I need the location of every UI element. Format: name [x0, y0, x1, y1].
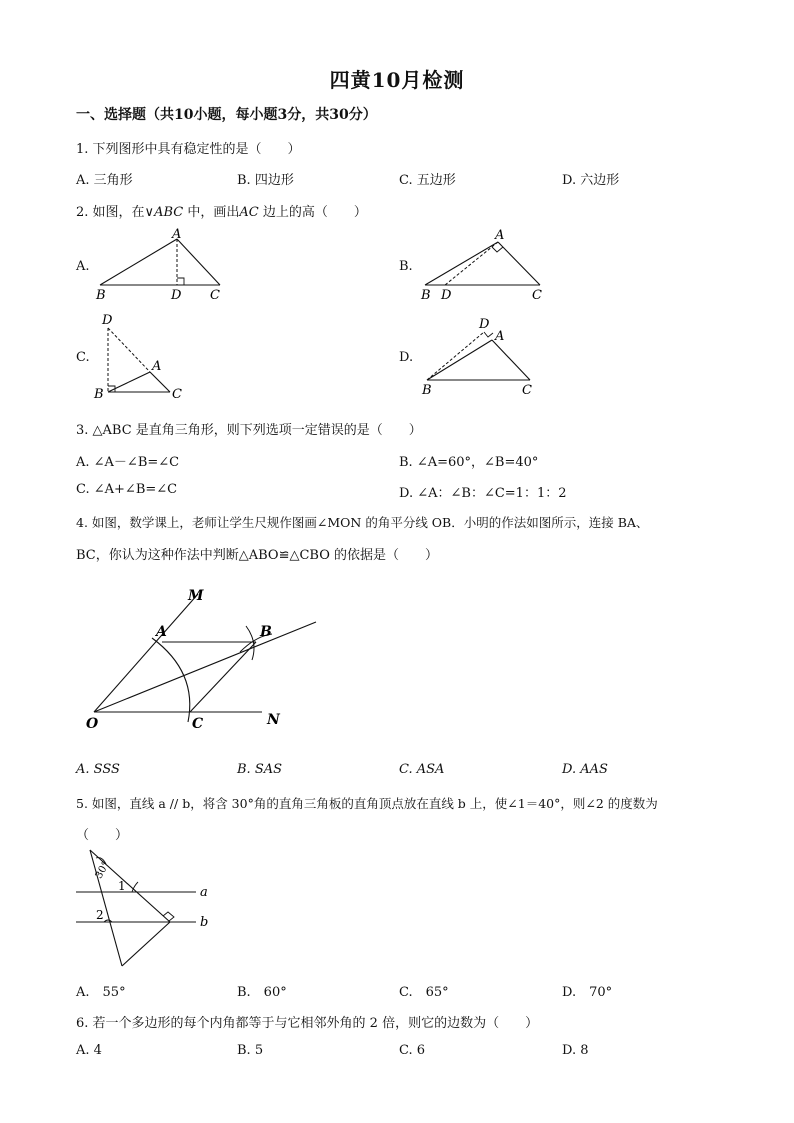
q5-label-1: 1 — [118, 879, 126, 893]
q2b-label-b: B — [421, 288, 431, 303]
q2b-label-c: C — [532, 288, 542, 303]
q3-option-b: B. ∠A=60°，∠B=40° — [399, 455, 539, 470]
q3-option-c: C. ∠A+∠B=∠C — [76, 482, 178, 497]
q2a-label-b: B — [96, 288, 106, 303]
q1-option-a: A. 三角形 — [76, 173, 133, 188]
q4-label-c: C — [192, 716, 204, 732]
q4-option-d: D. AAS — [562, 762, 608, 777]
q5-label-b: b — [200, 915, 209, 930]
q4-option-c: C. ASA — [399, 762, 445, 777]
q5-option-d: D. 70° — [562, 985, 613, 1000]
q2c-label-b: B — [94, 387, 104, 402]
q2-option-d: D. — [399, 350, 414, 365]
q5-label-a: a — [200, 885, 208, 900]
q6-option-b: B. 5 — [237, 1043, 264, 1058]
q2c-label-c: C — [172, 387, 182, 402]
q5-label-2: 2 — [96, 908, 104, 922]
q1-option-d: D. 六边形 — [562, 173, 620, 188]
q3-option-a: A. ∠A－∠B=∠C — [76, 455, 180, 470]
q2-option-a: A. — [76, 259, 90, 274]
q3-option-d: D. ∠A：∠B：∠C=1：1：2 — [399, 486, 567, 501]
q1-option-c: C. 五边形 — [399, 173, 456, 188]
q2-figure-b — [415, 225, 555, 305]
q4-option-b: B. SAS — [237, 762, 283, 777]
q2-figure-a — [90, 225, 230, 305]
q2a-label-c: C — [210, 288, 220, 303]
q2d-label-b: B — [422, 383, 432, 398]
q2a-label-a: A — [172, 227, 182, 242]
q2-stem-var-abc: ABC — [154, 205, 184, 220]
q2-figure-c — [88, 308, 208, 404]
q2d-label-c: C — [522, 383, 532, 398]
question-2-stem — [76, 201, 367, 220]
question-6-stem: 6. 若一个多边形的每个内角都等于与它相邻外角的 2 倍，则它的边数为（ ） — [76, 1016, 539, 1031]
q2d-label-a: A — [495, 329, 505, 344]
q6-option-a: A. 4 — [76, 1043, 102, 1058]
question-4-stem-line1: 4. 如图，数学课上，老师让学生尺规作图画∠MON 的角平分线 OB．小明的作法如图所示，连接 BA、 — [76, 515, 649, 530]
page-title: 四黄10月检测 — [329, 68, 465, 92]
q2c-label-a: A — [152, 359, 162, 374]
q1-option-b: B. 四边形 — [237, 173, 294, 188]
q4-figure — [80, 580, 330, 740]
q5-option-a: A. 55° — [76, 985, 126, 1000]
question-3-stem: 3. △ABC 是直角三角形，则下列选项一定错误的是（ ） — [76, 423, 422, 438]
q2-figure-d — [415, 310, 555, 400]
q2-stem-var-ac: AC — [239, 205, 259, 220]
q4-option-a: A. SSS — [76, 762, 120, 777]
q2-option-c: C. — [76, 350, 90, 365]
q2-stem-pre: 2. 如图，在∨ — [76, 205, 155, 220]
q4-label-o: O — [86, 716, 99, 732]
q2-stem-mid: 中，画出 — [183, 205, 240, 220]
question-1-stem: 1. 下列图形中具有稳定性的是（ ） — [76, 142, 301, 157]
q4-label-b: B — [260, 624, 272, 640]
q2b-label-a: A — [495, 228, 505, 243]
q5-option-c: C. 65° — [399, 985, 449, 1000]
q6-option-c: C. 6 — [399, 1043, 426, 1058]
question-5-stem-line2: （ ） — [76, 828, 129, 843]
q5-label-30: 30° — [93, 859, 112, 881]
question-5-stem-line1: 5. 如图，直线 a // b，将含 30°角的直角三角板的直角顶点放在直线 b 上，使∠1＝40°，则∠2 的度数为 — [76, 796, 658, 811]
q2b-label-d: D — [441, 288, 452, 303]
q6-option-d: D. 8 — [562, 1043, 589, 1058]
q2d-label-d: D — [479, 317, 490, 332]
q4-label-a: A — [156, 624, 167, 640]
q2c-label-d: D — [102, 313, 113, 328]
q4-label-n: N — [267, 712, 280, 728]
question-4-stem-line2: BC，你认为这种作法中判断△ABO≌△CBO 的依据是（ ） — [76, 548, 439, 563]
q5-option-b: B. 60° — [237, 985, 287, 1000]
section-heading: 一、选择题（共10小题，每小题3分，共30分） — [76, 107, 377, 123]
q5-figure — [72, 846, 222, 970]
q2a-label-d: D — [171, 288, 182, 303]
q2-option-b: B. — [399, 259, 413, 274]
q4-label-m: M — [188, 588, 204, 604]
q2-stem-post: 边上的高（ ） — [258, 205, 367, 220]
